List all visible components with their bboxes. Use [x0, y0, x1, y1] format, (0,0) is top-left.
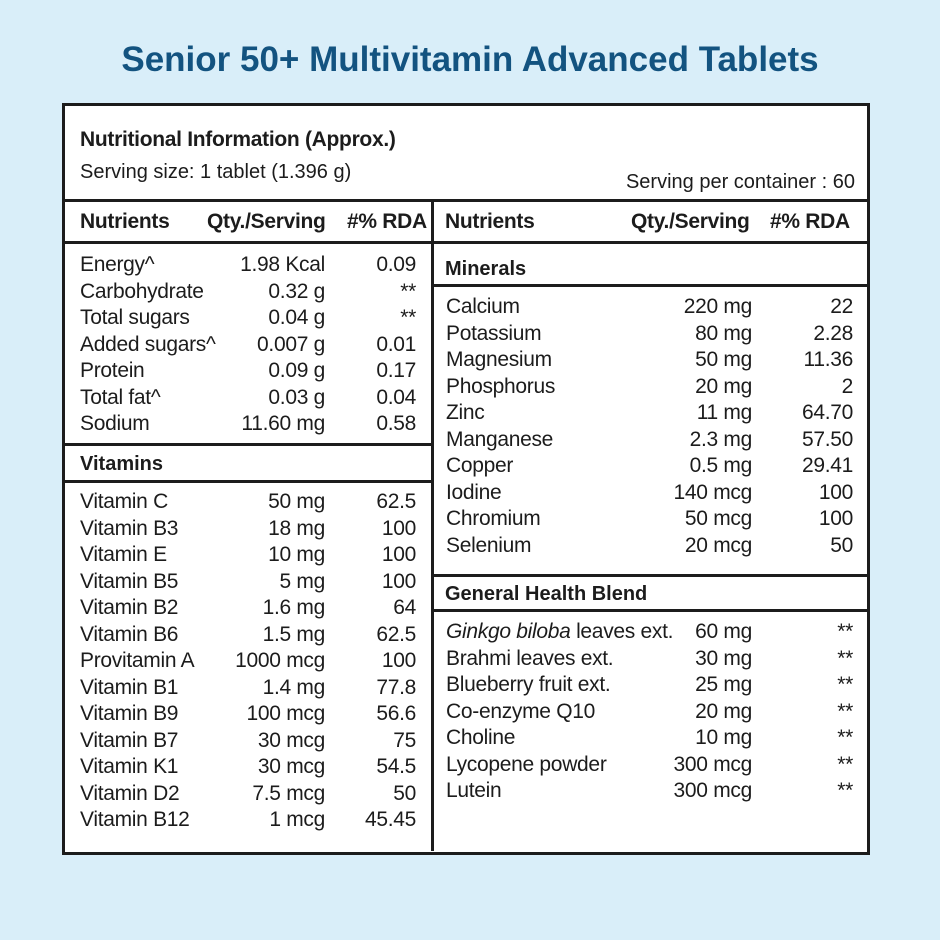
nutrient-rda: **: [400, 306, 416, 329]
table-row: [434, 506, 870, 533]
divider-line: [431, 241, 867, 244]
page-title: Senior 50+ Multivitamin Advanced Tablets: [121, 40, 819, 79]
divider-line: [65, 199, 867, 202]
nutrient-name: [446, 619, 673, 646]
nutrient-name: Iodine: [446, 480, 502, 504]
col-header-nutrients: Nutrients: [80, 210, 170, 233]
nutrient-rda: 50: [393, 781, 416, 805]
nutrient-qty: 220 mg: [683, 295, 752, 318]
nutrient-rda: 29.41: [801, 454, 853, 477]
servings-per-container: Serving per container : 60: [625, 171, 855, 193]
nutrient-qty: 300 mcg: [673, 752, 752, 776]
nutrient-rda: 45.45: [364, 808, 416, 831]
nutrient-qty: 5 mg: [279, 569, 325, 593]
table-row: [65, 252, 431, 279]
nutrient-qty: 30 mcg: [257, 728, 325, 752]
table-row: [434, 453, 870, 480]
nutrient-rda: 0.58: [376, 412, 416, 435]
nutrient-name: Vitamin B1: [80, 675, 179, 699]
nutrient-qty: 1.98 Kcal: [240, 253, 325, 276]
col-header-rda: #% RDA: [347, 210, 427, 233]
nutrient-name: Vitamin B9: [80, 702, 179, 725]
nutrient-name: Total sugars: [80, 306, 190, 329]
nutrient-qty: 0.09 g: [268, 359, 325, 382]
nutrient-name: Vitamin B3: [80, 516, 179, 540]
nutrient-name: Vitamin E: [80, 543, 167, 566]
nutrient-rda: 57.50: [801, 427, 853, 451]
info-heading: Nutritional Information (Approx.): [80, 128, 396, 151]
nutrient-rda: 0.09: [376, 253, 416, 276]
nutrient-rda: **: [837, 673, 853, 696]
nutrient-name: Manganese: [446, 427, 554, 451]
table-row: [434, 778, 870, 805]
nutrient-rda: 100: [381, 543, 416, 566]
serving-size: Serving size: 1 tablet (1.396 g): [80, 161, 352, 183]
nutrient-qty: 11.60 mg: [241, 412, 325, 435]
nutrient-name: Vitamin B12: [80, 808, 190, 831]
nutrient-rda: 64: [393, 596, 416, 619]
nutrient-rda: 2.28: [813, 321, 853, 345]
table-row: [65, 489, 431, 516]
section-heading-blend: General Health Blend: [445, 583, 648, 605]
table-row: [65, 332, 431, 359]
nutrient-qty: 1.4 mg: [262, 675, 325, 699]
nutrient-name: Total fat^: [80, 385, 161, 409]
nutrient-qty: 20 mg: [695, 374, 752, 398]
nutrient-name: Provitamin A: [80, 649, 195, 672]
nutrient-qty: 80 mg: [695, 321, 752, 345]
nutrient-qty: 50 mg: [268, 490, 325, 513]
nutrient-rda: 50: [830, 533, 853, 557]
col-header-rda: #% RDA: [770, 210, 850, 233]
nutrient-qty: 1.5 mg: [262, 622, 325, 646]
nutrient-name: Co-enzyme Q10: [446, 699, 595, 723]
table-row: [65, 622, 431, 649]
nutrient-rda: 77.8: [376, 675, 416, 699]
table-row: [434, 646, 870, 673]
table-row: [65, 701, 431, 728]
nutrient-rda: **: [837, 699, 853, 723]
nutrient-rda: 62.5: [376, 622, 416, 646]
nutrient-rda: 0.17: [376, 359, 416, 382]
nutrient-qty: 25 mg: [695, 673, 752, 696]
nutrient-name: Energy^: [80, 253, 155, 276]
nutrient-qty: 11 mg: [696, 401, 752, 424]
section-heading-minerals: Minerals: [445, 258, 527, 280]
nutrient-qty: 10 mg: [268, 543, 325, 566]
nutrient-name: Lycopene powder: [446, 752, 607, 776]
nutrient-qty: 50 mcg: [684, 507, 752, 530]
table-row: [434, 321, 870, 348]
nutrient-qty: 1.6 mg: [262, 596, 325, 619]
table-row: [65, 807, 431, 834]
nutrient-rda: 11.36: [803, 348, 853, 371]
nutrient-name: Vitamin K1: [80, 755, 179, 778]
table-row: [434, 427, 870, 454]
table-row: [65, 411, 431, 438]
nutrient-name-rest: leaves ext.: [570, 620, 674, 643]
minerals-list: [434, 294, 870, 559]
nutrient-qty: 30 mg: [695, 646, 752, 670]
nutrient-qty: 0.007 g: [257, 332, 325, 356]
nutrient-name: Chromium: [446, 507, 541, 530]
nutrient-qty: 20 mcg: [684, 533, 752, 557]
nutrient-qty: 0.04 g: [268, 306, 325, 329]
nutrient-qty: 50 mg: [695, 348, 752, 371]
table-row: [65, 569, 431, 596]
table-row: [65, 305, 431, 332]
nutrient-name: Sodium: [80, 412, 150, 435]
nutrient-name: Calcium: [446, 295, 520, 318]
nutrient-name: Vitamin D2: [80, 781, 180, 805]
table-row: [434, 699, 870, 726]
nutrient-rda: **: [837, 620, 853, 643]
nutrient-rda: 100: [381, 649, 416, 672]
nutrient-name-italic: Ginkgo biloba: [446, 620, 571, 643]
nutrient-name: Protein: [80, 359, 145, 382]
nutrient-name: Vitamin B7: [80, 728, 179, 752]
nutrient-name: Choline: [446, 726, 516, 749]
nutrient-name: Vitamin B2: [80, 596, 179, 619]
nutrient-name: Vitamin C: [80, 490, 168, 513]
nutrient-rda: **: [837, 779, 853, 802]
nutrient-name: Carbohydrate: [80, 279, 204, 303]
nutrient-rda: 54.5: [376, 755, 416, 778]
table-row: [434, 480, 870, 507]
nutrient-qty: 0.5 mg: [689, 454, 752, 477]
table-row: [434, 752, 870, 779]
nutrient-qty: 1000 mcg: [235, 649, 325, 672]
table-row: [65, 754, 431, 781]
nutrient-name: Zinc: [446, 401, 485, 424]
col-header-nutrients: Nutrients: [445, 210, 535, 233]
nutrient-rda: 0.01: [376, 332, 416, 356]
table-row: [434, 672, 870, 699]
table-row: [65, 648, 431, 675]
divider-line: [431, 574, 867, 577]
nutrient-rda: 2: [841, 374, 853, 398]
col-header-qty: Qty./Serving: [207, 210, 326, 233]
table-row: [434, 533, 870, 560]
table-row: [65, 728, 431, 755]
nutrient-rda: 100: [818, 507, 853, 530]
table-row: [65, 781, 431, 808]
energy-list: [65, 252, 431, 438]
divider-line: [65, 480, 431, 483]
nutrient-rda: 22: [830, 295, 853, 318]
nutrient-qty: 140 mcg: [673, 480, 752, 504]
table-row: [434, 619, 870, 646]
col-header-qty: Qty./Serving: [631, 210, 750, 233]
nutrient-qty: 0.32 g: [268, 279, 325, 303]
table-row: [65, 358, 431, 385]
table-row: [434, 347, 870, 374]
nutrient-name: Magnesium: [446, 348, 552, 371]
nutrient-qty: 300 mcg: [673, 779, 752, 802]
vitamins-list: [65, 489, 431, 834]
nutrient-name: Vitamin B6: [80, 622, 179, 646]
nutrient-name: Potassium: [446, 321, 542, 345]
nutrient-rda: 100: [381, 516, 416, 540]
nutrient-qty: 20 mg: [695, 699, 752, 723]
nutrient-qty: 18 mg: [268, 516, 325, 540]
nutrient-name: Added sugars^: [80, 332, 216, 356]
table-row: [65, 279, 431, 306]
nutrient-rda: 64.70: [801, 401, 853, 424]
nutrient-name: Brahmi leaves ext.: [446, 646, 614, 670]
divider-line: [65, 443, 431, 446]
table-row: [65, 516, 431, 543]
table-row: [65, 385, 431, 412]
nutrient-rda: **: [400, 279, 416, 303]
section-heading-vitamins: Vitamins: [80, 453, 163, 475]
divider-line: [431, 284, 867, 287]
nutrient-rda: 75: [393, 728, 416, 752]
nutrient-qty: 100 mcg: [246, 702, 325, 725]
nutrient-rda: 100: [381, 569, 416, 593]
nutrient-name: Phosphorus: [446, 374, 556, 398]
divider-line: [65, 241, 431, 244]
nutrient-qty: 10 mg: [695, 726, 752, 749]
table-row: [434, 294, 870, 321]
nutrient-rda: 62.5: [376, 490, 416, 513]
nutrition-panel: [62, 103, 870, 855]
nutrient-qty: 2.3 mg: [689, 427, 752, 451]
nutrient-qty: 30 mcg: [257, 755, 325, 778]
table-row: [65, 675, 431, 702]
nutrient-rda: **: [837, 726, 853, 749]
nutrient-qty: 0.03 g: [268, 385, 325, 409]
nutrient-qty: 60 mg: [695, 620, 752, 643]
nutrient-qty: 1 mcg: [269, 808, 325, 831]
nutrient-name: Vitamin B5: [80, 569, 179, 593]
nutrient-rda: **: [837, 752, 853, 776]
nutrient-name: Blueberry fruit ext.: [446, 673, 611, 696]
table-row: [434, 725, 870, 752]
table-row: [65, 542, 431, 569]
nutrient-rda: 100: [818, 480, 853, 504]
nutrient-rda: 0.04: [376, 385, 416, 409]
nutrient-rda: **: [837, 646, 853, 670]
nutrient-name: Lutein: [446, 779, 502, 802]
table-row: [65, 595, 431, 622]
divider-line: [431, 609, 867, 612]
table-row: [434, 374, 870, 401]
nutrient-qty: 7.5 mcg: [252, 781, 325, 805]
blend-list: [434, 619, 870, 805]
table-row: [434, 400, 870, 427]
nutrient-rda: 56.6: [376, 702, 416, 725]
nutrient-name: Selenium: [446, 533, 532, 557]
nutrient-name: Copper: [446, 454, 514, 477]
